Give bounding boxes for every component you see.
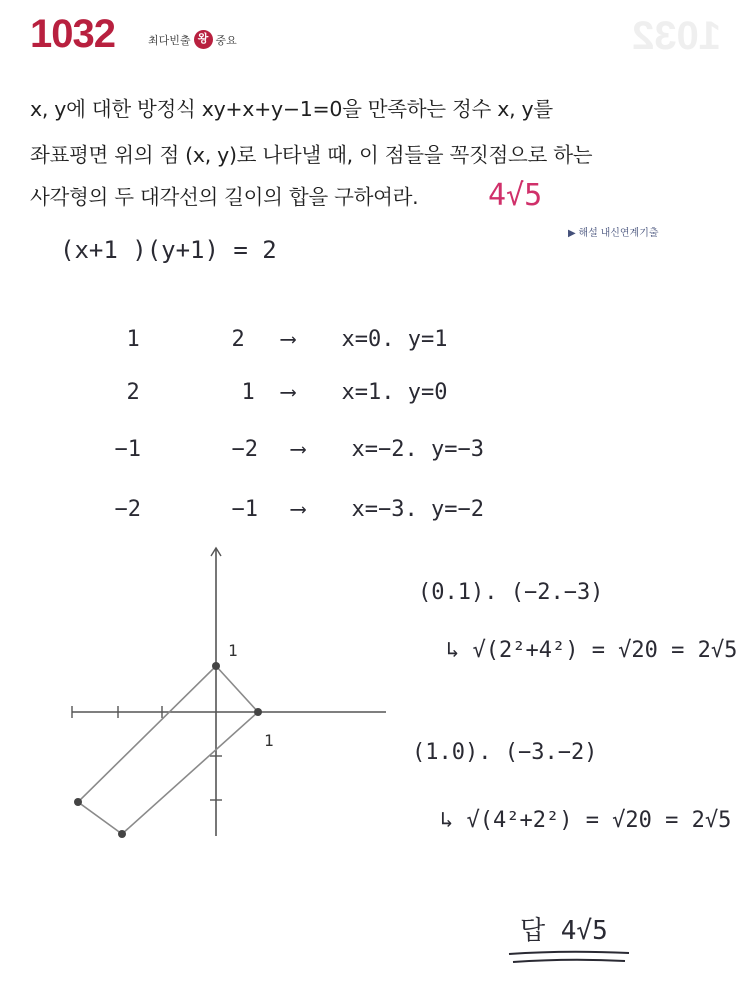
reference-link[interactable]: ▶ 해설 내신연계기출 xyxy=(568,228,659,239)
answer-underline xyxy=(505,948,635,968)
diagonal-2-points: (1.0). (−3.−2) xyxy=(412,740,598,765)
problem-number: 1032 xyxy=(30,12,115,56)
question-line-1: x, y에 대한 방정식 xy+x+y−1=0을 만족하는 정수 x, y를 xyxy=(30,97,553,121)
bleed-through-number: 1032 xyxy=(632,14,721,58)
point-neg2-neg3 xyxy=(118,830,126,838)
diagonal-1-length: ↳ √(2²+4²) = √20 = 2√5 xyxy=(446,638,738,663)
quadrilateral xyxy=(78,666,258,834)
diagonal-2-length: ↳ √(4²+2²) = √20 = 2√5 xyxy=(440,808,732,833)
arrow-icon: ⟶ xyxy=(281,327,295,352)
handwritten-answer-mark: 4√5 xyxy=(488,178,543,213)
question-line-2: 좌표평면 위의 점 (x, y)로 나타낼 때, 이 점들을 꼭짓점으로 하는 xyxy=(30,143,593,167)
case-result: x=−3. y=−2 xyxy=(351,497,484,522)
case-a: −1 xyxy=(114,437,141,462)
case-a: 2 xyxy=(126,380,140,405)
case-row xyxy=(88,472,484,522)
problem-tags xyxy=(148,30,237,49)
case-b: −2 xyxy=(231,437,258,462)
point-neg3-neg2 xyxy=(74,798,82,806)
case-result: x=1. y=0 xyxy=(341,380,448,405)
coordinate-sketch xyxy=(56,540,396,840)
tag-frequent: 최다빈출 xyxy=(148,34,191,47)
case-row xyxy=(100,355,447,405)
case-result: x=−2. y=−3 xyxy=(351,437,484,462)
x-unit-label: 1 xyxy=(264,731,274,750)
final-answer: 답 4√5 xyxy=(520,916,608,946)
case-result: x=0. y=1 xyxy=(341,327,448,352)
arrow-icon: ⟶ xyxy=(281,380,295,405)
case-a: −2 xyxy=(114,497,141,522)
king-badge-icon: 왕 xyxy=(194,30,213,49)
point-0-1 xyxy=(212,662,220,670)
case-b: −1 xyxy=(231,497,258,522)
case-row xyxy=(88,412,484,462)
case-b: 2 xyxy=(231,327,245,352)
arrow-icon: ⟶ xyxy=(291,437,305,462)
case-b: 1 xyxy=(241,380,255,405)
point-1-0 xyxy=(254,708,262,716)
arrow-icon: ⟶ xyxy=(291,497,305,522)
tag-important: 중요 xyxy=(215,34,237,47)
diagonal-1-points: (0.1). (−2.−3) xyxy=(418,580,604,605)
y-unit-label: 1 xyxy=(228,641,238,660)
case-a: 1 xyxy=(126,327,140,352)
factored-equation: (x+1 )(y+1) = 2 xyxy=(60,236,277,264)
question-line-3: 사각형의 두 대각선의 길이의 합을 구하여라. xyxy=(30,185,419,209)
case-row xyxy=(100,302,447,352)
